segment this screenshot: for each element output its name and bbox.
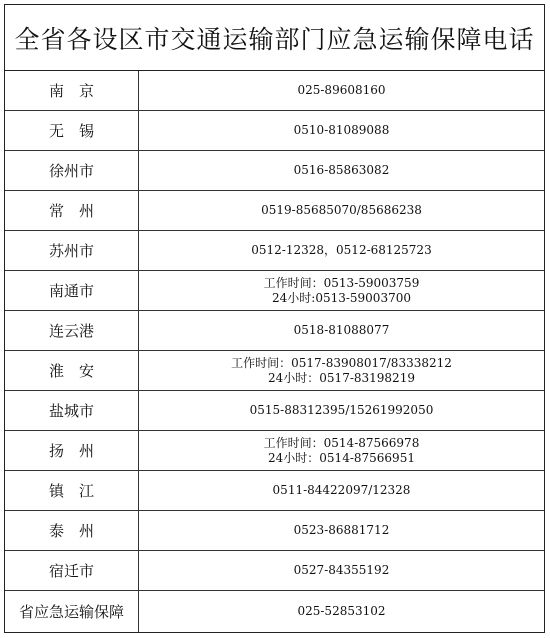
phone-cell — [139, 471, 544, 510]
phone-line: 025-89608160 — [297, 83, 386, 97]
table-row — [5, 71, 544, 111]
phone-cell — [139, 511, 544, 550]
city-cell: 宿迁市 — [5, 551, 139, 590]
table-row — [5, 311, 544, 351]
table-row — [5, 511, 544, 551]
phone-line: 0512-12328，0512-68125723 — [251, 243, 432, 257]
phone-line: 工作时间：0514-87566978 — [263, 435, 420, 450]
table-row — [5, 111, 544, 151]
phone-line: 0527-84355192 — [293, 563, 390, 577]
phone-cell — [139, 191, 544, 230]
city-cell: 盐城市 — [5, 391, 139, 430]
phone-cell — [139, 351, 544, 390]
phone-line: 24小时：0514-87566951 — [268, 450, 415, 465]
phone-cell — [139, 71, 544, 110]
phone-cell — [139, 151, 544, 190]
phone-cell — [139, 551, 544, 590]
phone-line: 0519-85685070/85686238 — [261, 203, 422, 217]
city-cell: 扬 州 — [5, 431, 139, 470]
city-cell: 省应急运输保障 — [5, 591, 139, 632]
phone-line: 0511-84422097/12328 — [272, 483, 411, 497]
table-body — [5, 71, 544, 632]
city-cell: 徐州市 — [5, 151, 139, 190]
phone-line: 24小时:0513-59003700 — [272, 290, 411, 305]
phone-line: 工作时间：0517-83908017/83338212 — [231, 355, 452, 370]
table-row — [5, 391, 544, 431]
table-title: 全省各设区市交通运输部门应急运输保障电话 — [5, 5, 544, 71]
phone-cell — [139, 591, 544, 632]
table-row — [5, 271, 544, 311]
city-cell: 常 州 — [5, 191, 139, 230]
table-row — [5, 191, 544, 231]
phone-line: 工作时间：0513-59003759 — [263, 275, 420, 290]
city-cell: 淮 安 — [5, 351, 139, 390]
hotline-table — [4, 4, 545, 633]
table-row — [5, 151, 544, 191]
phone-cell — [139, 311, 544, 350]
phone-cell — [139, 391, 544, 430]
phone-line: 0518-81088077 — [293, 323, 390, 337]
table-row — [5, 471, 544, 511]
city-cell: 南 京 — [5, 71, 139, 110]
phone-line: 0516-85863082 — [293, 163, 390, 177]
table-row — [5, 551, 544, 591]
table-row — [5, 231, 544, 271]
phone-cell — [139, 111, 544, 150]
table-row — [5, 351, 544, 391]
phone-line: 0510-81089088 — [293, 123, 390, 137]
city-cell: 苏州市 — [5, 231, 139, 270]
phone-line: 0515-88312395/15261992050 — [249, 403, 434, 417]
city-cell: 连云港 — [5, 311, 139, 350]
city-cell: 南通市 — [5, 271, 139, 310]
city-cell: 无 锡 — [5, 111, 139, 150]
phone-line: 025-52853102 — [297, 604, 386, 618]
phone-cell — [139, 431, 544, 470]
table-row — [5, 591, 544, 632]
table-row — [5, 431, 544, 471]
city-cell: 镇 江 — [5, 471, 139, 510]
phone-cell — [139, 271, 544, 310]
phone-line: 0523-86881712 — [293, 523, 390, 537]
phone-line: 24小时：0517-83198219 — [268, 370, 415, 385]
phone-cell — [139, 231, 544, 270]
city-cell: 泰 州 — [5, 511, 139, 550]
